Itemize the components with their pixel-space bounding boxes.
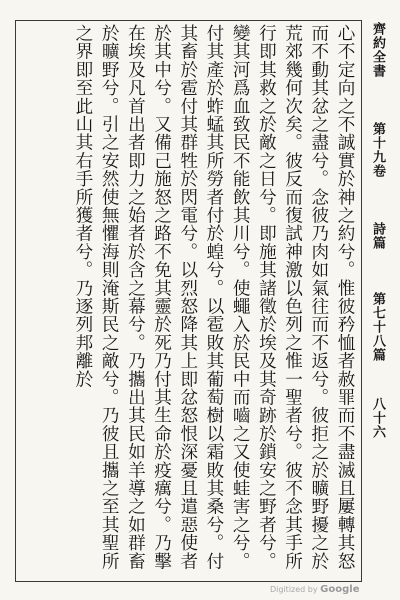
book-title: 齊約全書 — [370, 22, 385, 78]
scripture-body-text: 心不定向之不誠實於神之約兮。惟彼矜恤者赦罪而不盡滅且屢轉其怒而不動其忿之盡兮。念彼乃肉如氣往而不返兮。彼拒之於曠野擾之於荒郊幾何次矣。彼反而復試神激以色列之惟一聖者兮。彼不念其手所行即其救之於敵之日兮。即施其諸徵於埃及其奇跡於鎖安之野者兮。變其河爲血致民不能飲其川兮。使蠅入於民中而嚙之又使蛙害之兮。付其產於蚱蜢其所勞者付於蝗兮。以雹敗其葡萄樹以霜敗其桑兮。付其畜於雹付其群牲於閃電兮。以烈怒降其上即忿怒恨深憂且遣惡使者於其中兮。又備己施怒之路不免其靈於死乃付其生命於疫癘兮。乃擊在埃及凡首出者即力之始者於含之幕兮。乃攜出其民如羊導之如群畜於曠野兮。引之安然使無懼海則淹斯民之敵兮。乃彼且攜之至其聖所之界即至此山其右手所獲者兮。乃逐列邦離於 — [72, 24, 355, 570]
genre-label: 詩篇 — [370, 222, 385, 250]
section-number: 第七十八篇 — [370, 292, 385, 362]
volume-number: 第十九卷 — [370, 122, 385, 178]
digitizer-prefix: Digitized by — [270, 585, 318, 594]
digitizer-watermark — [270, 584, 359, 595]
digitizer-name: Google — [320, 584, 360, 595]
page-number: 八十六 — [370, 397, 385, 439]
running-head — [362, 22, 392, 578]
